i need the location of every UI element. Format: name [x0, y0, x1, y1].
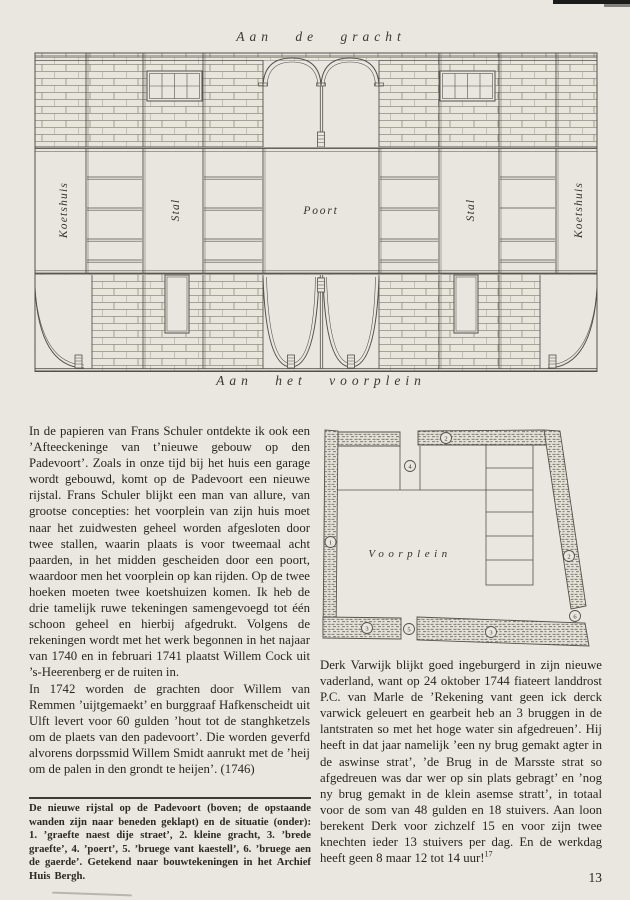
door-opening-right [454, 275, 478, 333]
facade-top-label: Aan de gracht [236, 29, 406, 44]
right-column [320, 657, 602, 866]
marker-2-right [564, 551, 575, 562]
window-drawing-right [440, 71, 495, 101]
voorplein-wall-band [35, 274, 597, 372]
room-label-koetshuis-left: Koetshuis [58, 181, 70, 239]
room-label-koetshuis-right: Koetshuis [573, 181, 585, 239]
moat-strips [323, 430, 589, 646]
svg-text:2: 2 [444, 435, 448, 443]
plan-inner-lines [337, 445, 533, 585]
caption-divider-rule [29, 797, 311, 799]
room-label-stal-right: Stal [465, 198, 477, 222]
moat-strip-bottom-long [417, 617, 589, 646]
marker-4 [405, 461, 416, 472]
window-drawing-left [147, 71, 202, 101]
marker-3-left [362, 623, 373, 634]
svg-text:2: 2 [567, 553, 571, 561]
moat-strip-top-right [418, 430, 548, 445]
plan-markers [325, 433, 581, 638]
svg-text:1: 1 [328, 539, 333, 547]
corner-arch-right [540, 275, 597, 370]
marker-5 [404, 624, 415, 635]
gate-arches-drawing [259, 58, 384, 147]
svg-text:6: 6 [573, 613, 577, 621]
page-number: 13 [588, 870, 602, 885]
svg-text:5: 5 [407, 626, 411, 634]
left-column [29, 423, 310, 777]
facade-bottom-label: Aan het voorplein [216, 373, 426, 388]
scan-edge-artifact-2 [604, 4, 630, 7]
corner-arch-left [35, 275, 92, 370]
moat-strip-right-slant [544, 430, 586, 609]
right-paragraph [320, 657, 602, 866]
gate-arches-rear-drawing [263, 275, 379, 370]
moat-strip-top-left [338, 432, 400, 446]
site-plan-drawing [322, 428, 608, 656]
door-opening-left [165, 275, 189, 333]
figure-caption: De nieuwe rijstal op de Padevoort (boven; de opstaande wanden zijn naar beneden geklapt) en de situatie (onder): 1. ’graefte naest dije straet’, 2. kleine gracht, 3. ’brede graefte’, 4. ’poert’, 5. ’bruege vant kaestell’, 6. ’bruege aen de gaerde’. Getekend naar bouwtekeningen in het Archief Huis Bergh. [29, 802, 311, 882]
scan-smudge-artifact [52, 892, 132, 897]
marker-6 [570, 611, 581, 622]
room-label-poort: Poort [303, 205, 339, 217]
facade-plan-drawing [30, 50, 600, 380]
svg-text:3: 3 [489, 629, 493, 637]
right-paragraph-text: Derk Varwijk blijkt goed ingeburgerd in zijn nieuwe vaderland, want op 24 oktober 1744 fiateert landdrost P.C. van Marle de ’Rekening vant geen ick derck varwick geleuert en gearbeit heb an 3 bruggen in de lantstraten so met het hoge water sin afgedreuen’. Hij heeft in dat jaar namelijk ’een ny brug gemakt agter in de aswinse strat’, ’de Brug in de Marsste strat so afgedreuen was dar wer op sin plats gebragt’ en ’nog ny brug gemakt in de klein asemse stratt’, in totaal voor de som van 48 gulden en 18 stuivers. Aan loon berekent Derk voor zichzelf 15 en voor zijn twee knechten ieder 13 stuivers per dag. En de werkdag heeft geen 8 maar 12 tot 14 uur! [320, 658, 602, 866]
svg-text:3: 3 [365, 625, 369, 633]
voorplein-label: Voorplein [368, 548, 452, 560]
marker-1 [325, 537, 336, 548]
gracht-wall-band [35, 53, 597, 147]
svg-text:4: 4 [408, 463, 412, 471]
marker-3-bottom [486, 627, 497, 638]
moat-strip-left [323, 430, 338, 637]
footnote-reference: 17 [484, 849, 493, 859]
marker-2-top [441, 433, 452, 444]
floor-plan-band [35, 147, 597, 273]
left-paragraph-2: In 1742 worden de grachten door Willem van Remmen ’uijtgemaekt’ en burggraaf Hafkenscheidt uit Ulft levert voor 60 gulden ’hout tot de stanghketzels om de plaets van den padevoort’. Die worden geverfd alvorens dorpssmid Willem Smidt aanrukt met de ’heij om de palen in den grondt te heijen’. (1746) [29, 681, 310, 776]
left-paragraph-1: In de papieren van Frans Schuler ontdekte ik ook een ’Afteeckeninge van t’nieuwe gebouw op den Padevoort’. Zoals in onze tijd bij het huis een garage wordt gebouwd, komt op de Padevoort een nieuwe rijstal. Frans Schuler blijkt een man van allure, van grootse concepties: het voorplein van zijn huis moet naar het zuidwesten geheel worden afgesloten door twee stallen, waarin plaats is voor tweemaal acht paarden, in het midden gescheiden door een poort, waardoor men het voorplein op kan rijden. Op de twee hoeken moeten twee koetshuizen komen. Ik heb de drie tamelijk ruwe tekeningen samengevoegd tot één schoon geheel en hierbij afgedrukt. Volgens de rekeningen wordt met het werk begonnen in het najaar van 1740 en in februari 1741 plaatst Willem Cock uit ’s-Heerenberg er de ruiten in. [29, 424, 310, 680]
room-label-stal-left: Stal [170, 198, 182, 222]
